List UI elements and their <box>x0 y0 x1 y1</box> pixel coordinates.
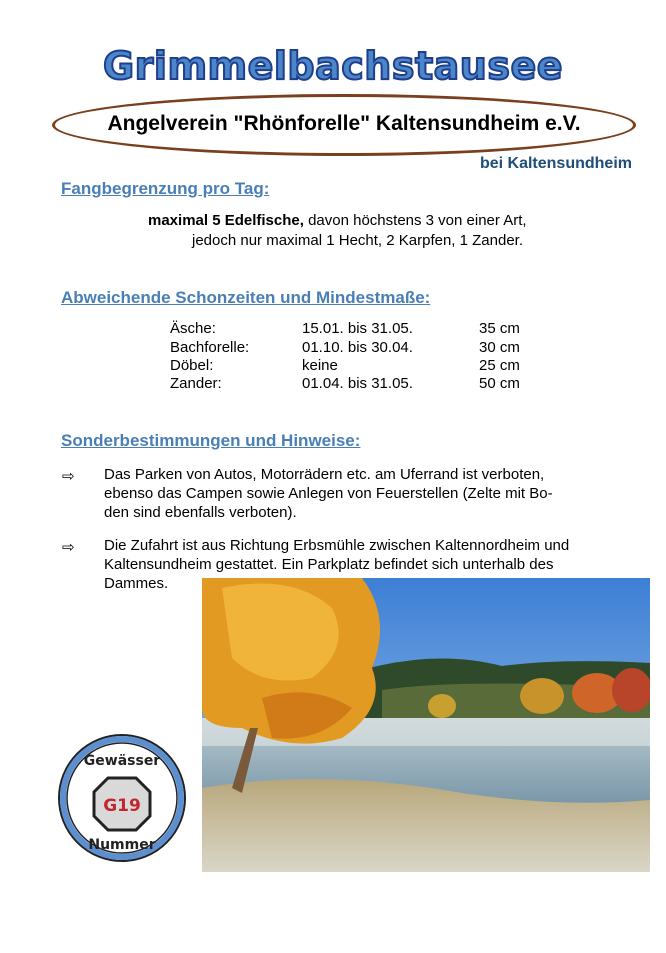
catch-limit-bold: maximal 5 Edelfische, <box>148 212 304 229</box>
season-period: keine <box>302 357 338 374</box>
badge-top-label: Gewässer <box>83 753 161 769</box>
arrow-bullet-icon: ⇨ <box>62 468 75 485</box>
location-label: bei Kaltensundheim <box>479 155 632 172</box>
season-size: 35 cm <box>479 320 520 337</box>
lake-photo <box>202 578 650 872</box>
note-line: Die Zufahrt ist aus Richtung Erbsmühle zwischen Kaltennordheim und <box>104 537 570 554</box>
season-size: 50 cm <box>479 375 520 392</box>
catch-limit-line-2: jedoch nur maximal 1 Hecht, 2 Karpfen, 1 Zander. <box>192 232 524 249</box>
note-line: Kaltensundheim gestattet. Ein Parkplatz befindet sich unterhalb des <box>104 556 554 573</box>
season-fish: Zander: <box>170 375 222 392</box>
season-fish: Äsche: <box>170 320 216 337</box>
club-name: Angelverein "Rhönforelle" Kaltensundheim e.V. <box>107 112 581 135</box>
special-heading: Sonderbestimmungen und Hinweise: <box>61 431 361 450</box>
note-line: den sind ebenfalls verboten). <box>104 504 297 521</box>
catch-limit-heading: Fangbegrenzung pro Tag: <box>61 179 270 198</box>
arrow-bullet-icon: ⇨ <box>62 539 75 556</box>
catch-limit-rest: davon höchstens 3 von einer Art, <box>303 212 527 229</box>
water-number-badge <box>56 732 188 864</box>
badge-bottom-label: Nummer <box>88 837 156 853</box>
catch-limit-line-1 <box>148 211 527 230</box>
season-period: 01.04. bis 31.05. <box>302 375 413 392</box>
note-line: Dammes. <box>104 575 169 592</box>
page-title: Grimmelbachstausee <box>102 44 563 88</box>
season-size: 25 cm <box>479 357 520 374</box>
badge-code: G19 <box>103 796 141 816</box>
season-fish: Döbel: <box>170 357 214 374</box>
note-item <box>104 465 644 522</box>
season-period: 15.01. bis 31.05. <box>302 320 413 337</box>
season-period: 01.10. bis 30.04. <box>302 339 413 356</box>
season-fish: Bachforelle: <box>170 339 250 356</box>
season-size: 30 cm <box>479 339 520 356</box>
note-line: ebenso das Campen sowie Anlegen von Feuerstellen (Zelte mit Bo- <box>104 485 553 502</box>
note-line: Das Parken von Autos, Motorrädern etc. am Uferrand ist verboten, <box>104 466 545 483</box>
seasons-heading: Abweichende Schonzeiten und Mindestmaße: <box>61 288 431 307</box>
